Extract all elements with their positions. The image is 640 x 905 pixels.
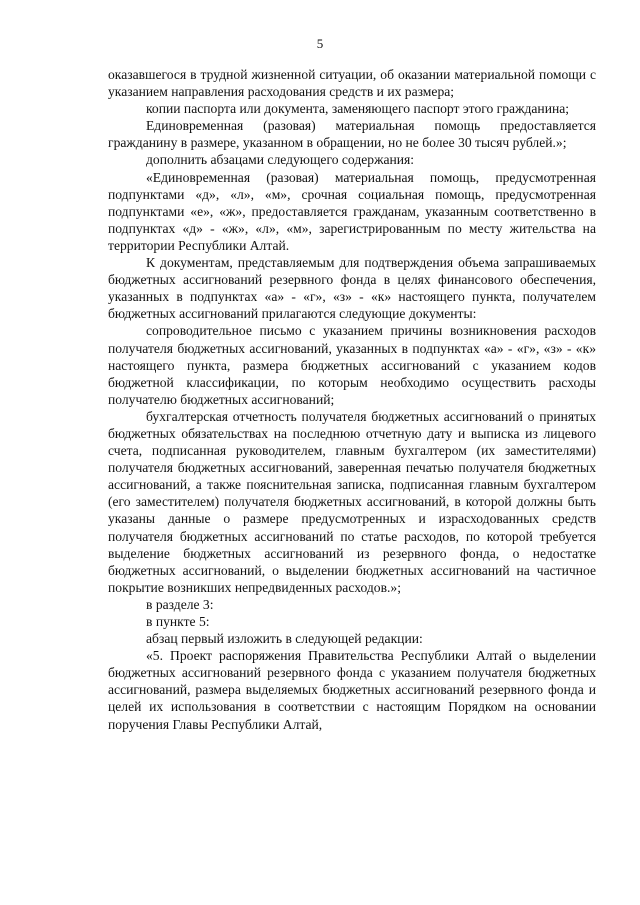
paragraph: К документам, представляемым для подтверждения объема запрашиваемых бюджетных ассигнований резервного фонда в целях финансового обеспечения, указанных в подпунктах «а» - «г», «з» - «к» настоящего пункта, получателем бюджетных ассигнований прилагаются следующие документы:: [108, 255, 596, 322]
paragraph: в пункте 5:: [146, 614, 210, 629]
document-body: [108, 66, 596, 733]
paragraph: сопроводительное письмо с указанием причины возникновения расходов получателя бюджетных ассигнований, указанных в подпунктах «а» - «г», «з» - «к» настоящего пункта, размера бюджетных ассигнований с указанием кодов бюджетной классификации, по которым необходимо осуществить расходы получателю бюджетных ассигнований;: [108, 323, 596, 407]
paragraph: дополнить абзацами следующего содержания:: [146, 152, 415, 168]
paragraph: «Единовременная (разовая) материальная помощь, предусмотренная подпунктами «д», «л», «м», срочная социальная помощь, предусмотренная подпунктами «е», «ж», предоставляется гражданам, указанным соответственно в подпунктах «д» - «ж», «л», «м», зарегистрированным по месту жительства на территории Республики Алтай.: [108, 169, 596, 253]
paragraph: Единовременная (разовая) материальная помощь предоставляется гражданину в размере, указанном в обращении, но не более 30 тысяч рублей.»;: [108, 118, 596, 151]
paragraph: в разделе 3:: [146, 596, 214, 612]
paragraph: оказавшегося в трудной жизненной ситуации, об оказании материальной помощи с указанием направления расходования средств и их размера;: [108, 67, 596, 100]
paragraph: абзац первый изложить в следующей редакции:: [146, 631, 423, 647]
paragraph: копии паспорта или документа, заменяющего паспорт этого гражданина;: [146, 101, 570, 117]
paragraph: «5. Проект распоряжения Правительства Республики Алтай о выделении бюджетных ассигнований резервного фонда с указанием получателя бюджетных ассигнований, размера выделяемых бюджетных ассигнований резервного фонда и целей их использования в соответствии с настоящим Порядком на основании поручения Главы Республики Алтай,: [108, 648, 596, 732]
page-number: 5: [316, 36, 324, 51]
paragraph: бухгалтерская отчетность получателя бюджетных ассигнований о принятых бюджетных обязательствах на последнюю отчетную дату и выписка из лицевого счета, подписанная руководителем, главным бухгалтером (их заместителями) получателя бюджетных ассигнований, заверенная печатью получателя бюджетных ассигнований, а также пояснительная записка, подписанная главным бухгалтером (его заместителем) получателя бюджетных ассигнований, в которой должны быть указаны данные о размере предусмотренных и израсходованных средств получателя бюджетных ассигнований по статье расходов, по которой требуется выделение бюджетных ассигнований из резервного фонда, о недостатке бюджетных ассигнований, о выделении бюджетных ассигнований на частичное покрытие возникших непредвиденных расходов.»;: [108, 408, 596, 595]
